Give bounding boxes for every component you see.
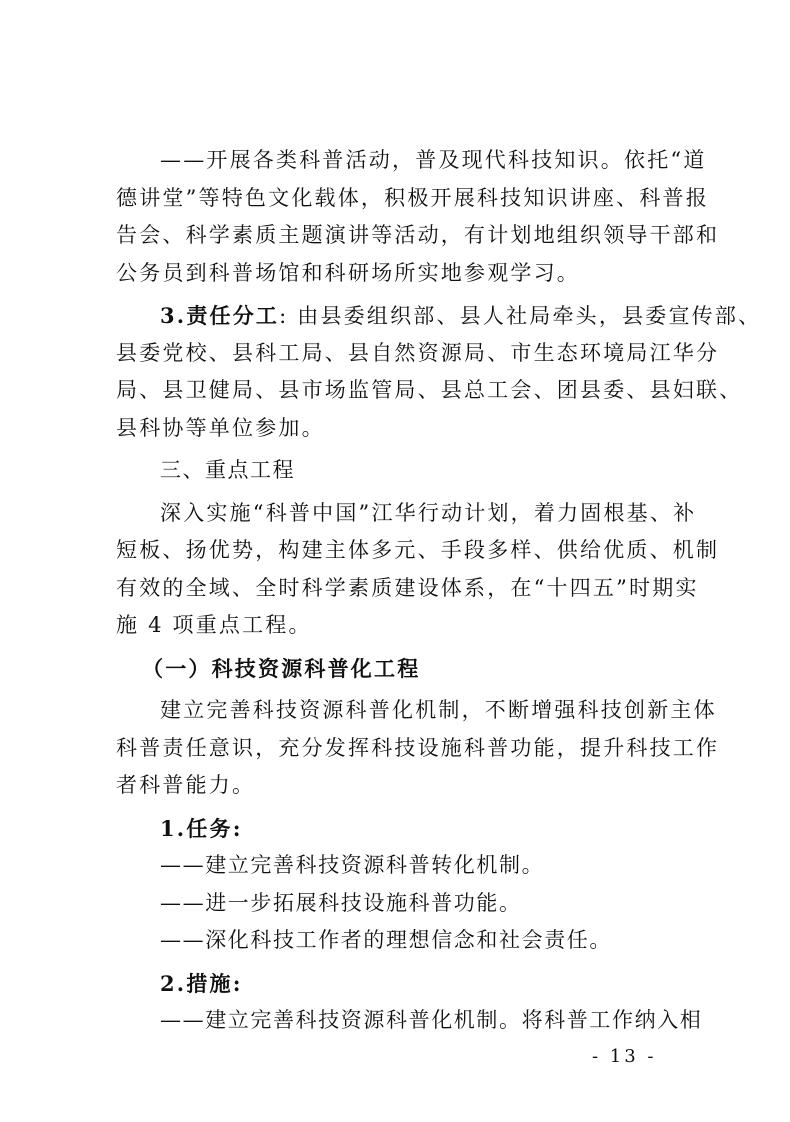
task-item: ——进一步拓展科技设施科普功能。	[160, 890, 522, 915]
measures-label: 2.措施:	[160, 970, 243, 996]
paragraph-line: 县委党校、县科工局、县自然资源局、市生态环境局江华分	[116, 340, 720, 365]
section-heading: 三、重点工程	[160, 458, 295, 482]
paragraph-line: 告会、科学素质主题演讲等活动，有计划地组织领导干部和	[116, 223, 720, 247]
responsibility-label: 3.责任分工	[160, 303, 280, 328]
paragraph-line: 深入实施“科普中国”江华行动计划，着力固根基、补	[160, 500, 697, 525]
paragraph-line: 建立完善科技资源科普化机制，不断增强科技创新主体	[160, 698, 717, 722]
subsection-heading: （一）科技资源科普化工程	[142, 655, 421, 681]
page-number: - 13 -	[592, 1046, 657, 1067]
task-item: ——深化科技工作者的理想信念和社会责任。	[160, 928, 612, 952]
responsibility-paragraph	[116, 297, 762, 335]
paragraph-line: 局、县卫健局、县市场监管局、县总工会、团县委、县妇联、	[116, 378, 743, 402]
measure-item: ——建立完善科技资源科普化机制。将科普工作纳入相	[160, 1008, 703, 1032]
paragraph-line: 科普责任意识，充分发挥科技设施科普功能，提升科技工作	[116, 735, 720, 760]
paragraph-line: 公务员到科普场馆和科研场所实地参观学习。	[116, 260, 580, 285]
paragraph-line: 短板、扬优势，构建主体多元、手段多样、供给优质、机制	[116, 538, 720, 562]
document-body	[116, 142, 762, 1040]
paragraph-line: 有效的全域、全时科学素质建设体系，在“十四五”时期实	[116, 575, 699, 600]
paragraph-line: 者科普能力。	[116, 773, 256, 797]
task-item: ——建立完善科技资源科普转化机制。	[160, 853, 545, 877]
tasks-label: 1.任务:	[160, 815, 243, 841]
paragraph-line: ——开展各类科普活动，普及现代科技知识。依托“道	[160, 148, 707, 172]
paragraph-line: 德讲堂”等特色文化载体，积极开展科技知识讲座、科普报	[116, 185, 709, 210]
paragraph-line: 县科协等单位参加。	[116, 415, 325, 440]
paragraph-line: 施 4 项重点工程。	[116, 613, 312, 637]
paragraph-line: : 由县委组织部、县人社局牵头，县委宣传部、	[279, 304, 762, 328]
